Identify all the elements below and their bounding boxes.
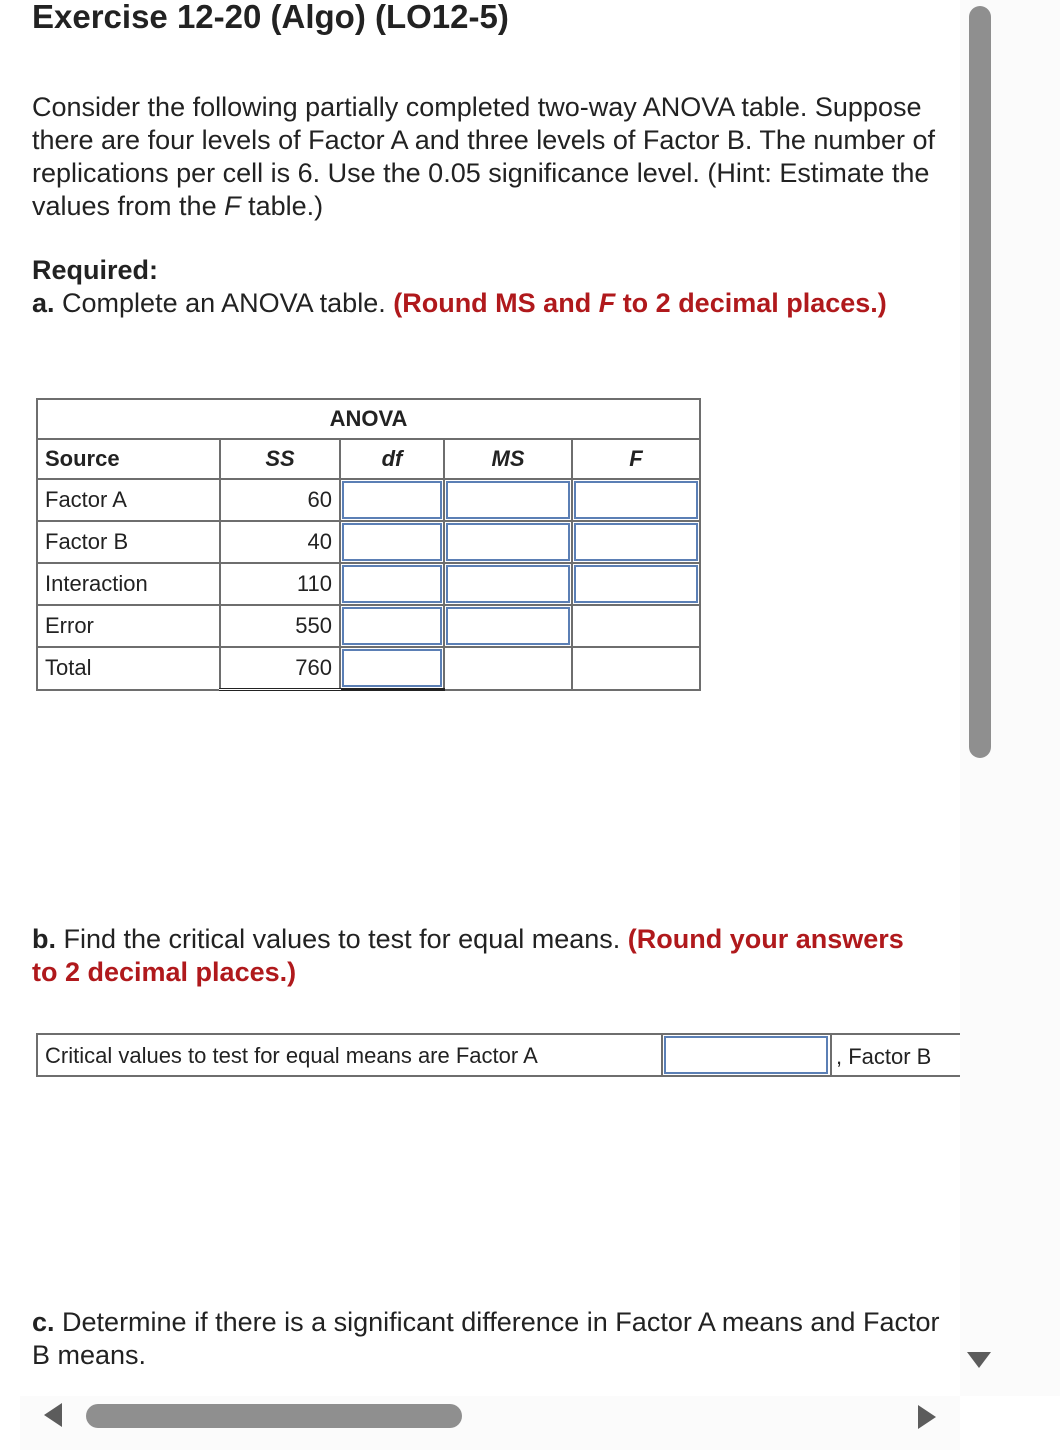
table-row-factor-b <box>37 521 700 563</box>
intro-italic-f: F <box>224 191 241 221</box>
source-cell: Error <box>37 605 220 647</box>
part-b-prompt <box>32 923 912 989</box>
required-block <box>32 254 912 320</box>
table-row-interaction <box>37 563 700 605</box>
header-df: df <box>340 439 444 479</box>
anova-header-row <box>37 439 700 479</box>
triangle-left-icon[interactable] <box>44 1403 62 1427</box>
ms-cell <box>444 479 572 521</box>
anova-caption-row <box>37 399 700 439</box>
f-input-interaction[interactable] <box>574 565 698 603</box>
header-f: F <box>572 439 700 479</box>
horizontal-scrollbar-thumb[interactable] <box>86 1404 462 1428</box>
header-source: Source <box>37 439 220 479</box>
f-cell <box>572 521 700 563</box>
df-cell <box>340 479 444 521</box>
ms-input-interaction[interactable] <box>446 565 570 603</box>
source-cell: Factor A <box>37 479 220 521</box>
table-row-error <box>37 605 700 647</box>
page-title: Exercise 12-20 (Algo) (LO12-5) <box>32 0 509 35</box>
f-input-factor-b[interactable] <box>574 523 698 561</box>
intro-text: Consider the following partially completed two-way ANOVA table. Suppose there are four levels of Factor A and three levels of Factor B. The number of replications per cell is 6. Use the 0.05 significance level. (Hint: Estimate the values from the <box>32 92 935 221</box>
ss-cell: 110 <box>220 563 340 605</box>
ms-cell-empty <box>444 647 572 690</box>
anova-table <box>36 398 701 691</box>
header-ms: MS <box>444 439 572 479</box>
critical-row-divider <box>830 1035 832 1075</box>
ss-cell: 60 <box>220 479 340 521</box>
part-c-text: Determine if there is a significant difference in Factor A means and Factor B means. <box>32 1307 940 1370</box>
intro-text-end: table.) <box>240 191 324 221</box>
source-cell: Factor B <box>37 521 220 563</box>
intro-paragraph <box>32 91 952 223</box>
f-cell <box>572 479 700 521</box>
ss-cell: 550 <box>220 605 340 647</box>
df-input-interaction[interactable] <box>342 565 442 603</box>
factor-b-label: , Factor B <box>836 1044 932 1069</box>
df-input-error[interactable] <box>342 607 442 645</box>
part-a-text: Complete an ANOVA table. <box>54 288 394 318</box>
part-a-letter: a. <box>32 288 55 318</box>
ss-cell: 760 <box>220 647 340 690</box>
part-a-instr-2: to 2 decimal places.) <box>615 288 887 318</box>
ms-input-factor-b[interactable] <box>446 523 570 561</box>
part-c-prompt <box>32 1306 952 1372</box>
ms-input-error[interactable] <box>446 607 570 645</box>
table-row-total <box>37 647 700 690</box>
ms-cell <box>444 563 572 605</box>
f-cell <box>572 563 700 605</box>
df-input-factor-b[interactable] <box>342 523 442 561</box>
vertical-scrollbar-thumb[interactable] <box>969 6 991 758</box>
ms-cell <box>444 521 572 563</box>
source-cell: Total <box>37 647 220 690</box>
header-ss: SS <box>220 439 340 479</box>
f-cell-empty <box>572 605 700 647</box>
scrollbar-corner <box>960 1396 1060 1450</box>
critical-values-label: Critical values to test for equal means are Factor A <box>38 1035 663 1075</box>
triangle-right-icon[interactable] <box>918 1405 936 1429</box>
critical-value-factor-a-input[interactable] <box>664 1036 828 1074</box>
anova-caption: ANOVA <box>37 399 700 439</box>
df-input-total[interactable] <box>342 649 442 687</box>
critical-values-row <box>36 1033 960 1077</box>
ss-cell: 40 <box>220 521 340 563</box>
source-cell: Interaction <box>37 563 220 605</box>
part-b-instruction: (Round your answers to 2 decimal places.) <box>32 924 904 987</box>
df-input-factor-a[interactable] <box>342 481 442 519</box>
triangle-down-icon[interactable] <box>967 1352 991 1368</box>
required-heading: Required: <box>32 255 159 285</box>
part-c-letter: c. <box>32 1307 55 1337</box>
ms-cell <box>444 605 572 647</box>
f-input-factor-a[interactable] <box>574 481 698 519</box>
part-b-text: Find the critical values to test for equal means. <box>56 924 628 954</box>
part-a-prompt <box>32 287 912 320</box>
table-row-factor-a <box>37 479 700 521</box>
df-cell <box>340 521 444 563</box>
part-b-letter: b. <box>32 924 56 954</box>
ms-input-factor-a[interactable] <box>446 481 570 519</box>
df-cell <box>340 605 444 647</box>
df-cell <box>340 563 444 605</box>
part-a-instr-1: (Round MS and <box>393 288 599 318</box>
df-cell <box>340 647 444 690</box>
f-cell-empty <box>572 647 700 690</box>
part-a-instr-italic: F <box>598 288 616 318</box>
